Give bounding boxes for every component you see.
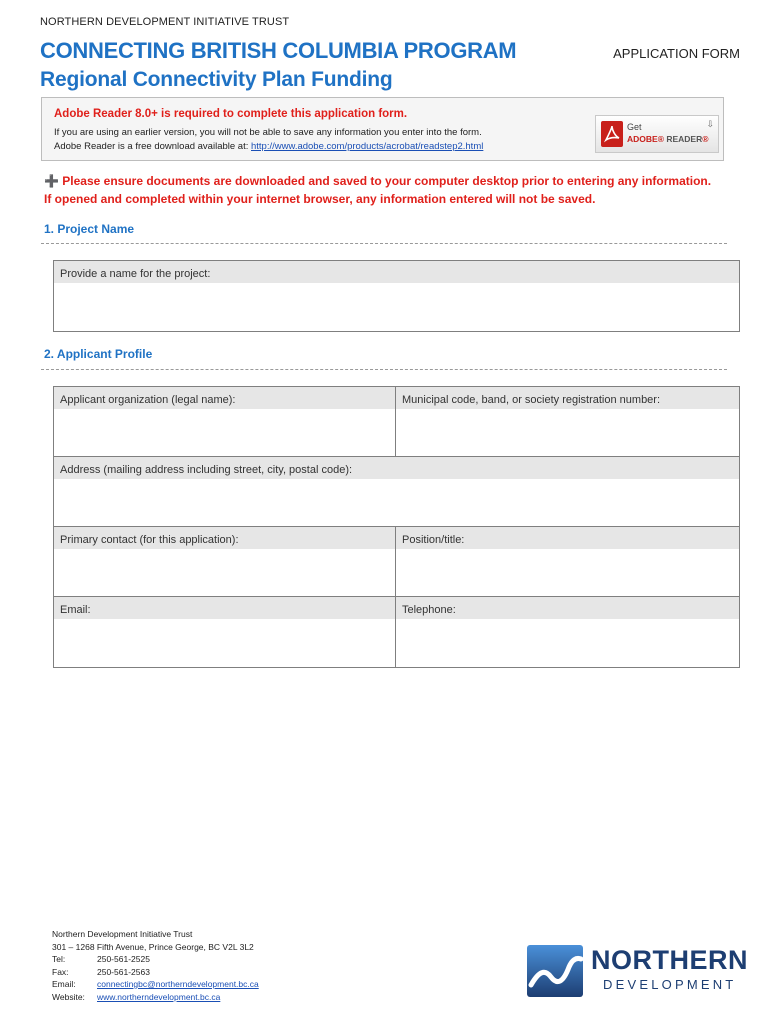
section-2-heading: 2. Applicant Profile <box>44 347 153 361</box>
email-label: Email: <box>54 597 395 619</box>
footer-email-label: Email: <box>52 979 76 989</box>
badge-reader: READER <box>666 134 703 144</box>
email-input[interactable] <box>54 619 395 667</box>
northern-development-logo <box>527 941 748 1001</box>
organization-name: NORTHERN DEVELOPMENT INITIATIVE TRUST <box>40 16 290 28</box>
footer-email-link[interactable]: connectingbc@northerndevelopment.bc.ca <box>97 979 259 989</box>
footer-web-label: Website: <box>52 991 85 1002</box>
logo-mountain-icon <box>527 945 583 997</box>
primary-contact-box <box>53 526 396 598</box>
telephone-input[interactable] <box>396 619 739 667</box>
address-box <box>53 456 740 528</box>
telephone-label: Telephone: <box>396 597 739 619</box>
warning-line-1-text: Please ensure documents are downloaded and saved to your computer desktop prior to entering any information. <box>62 174 712 188</box>
registration-number-label: Municipal code, band, or society registration number: <box>396 387 739 409</box>
notice-line-2-prefix: Adobe Reader is a free download available at: <box>54 141 251 152</box>
logo-development: DEVELOPMENT <box>603 977 737 992</box>
notice-line-1: If you are using an earlier version, you will not be able to save any information you enter into the form. <box>54 127 482 138</box>
email-box <box>53 596 396 668</box>
registration-number-box <box>395 386 740 458</box>
adobe-reader-notice <box>41 97 724 161</box>
section-1-heading: 1. Project Name <box>44 222 135 236</box>
adobe-pdf-icon <box>601 121 623 147</box>
warning-line-2: If opened and completed within your internet browser, any information entered will not be saved. <box>44 192 596 206</box>
badge-adobe-reader: ADOBE® READER® <box>627 134 709 144</box>
adobe-download-link[interactable]: http://www.adobe.com/products/acrobat/readstep2.html <box>251 141 484 152</box>
program-subtitle: Regional Connectivity Plan Funding <box>40 68 393 91</box>
footer-fax-value: 250-561-2563 <box>97 966 150 977</box>
registration-number-input[interactable] <box>396 409 739 457</box>
badge-get: Get <box>627 122 642 132</box>
footer-email <box>52 978 259 991</box>
primary-contact-label: Primary contact (for this application): <box>54 527 395 549</box>
reader-requirement: Adobe Reader 8.0+ is required to complete this application form. <box>54 108 408 120</box>
download-arrow-icon: ⇩ <box>706 119 714 129</box>
address-label: Address (mailing address including street, city, postal code): <box>54 457 739 479</box>
get-adobe-reader-button[interactable] <box>595 115 719 153</box>
footer-tel <box>52 953 259 966</box>
address-input[interactable] <box>54 479 739 527</box>
telephone-box <box>395 596 740 668</box>
project-name-box <box>53 260 740 332</box>
footer-org: Northern Development Initiative Trust <box>52 929 193 939</box>
footer-fax <box>52 966 259 979</box>
position-title-box <box>395 526 740 598</box>
section-2-divider <box>41 369 727 370</box>
section-1-divider <box>41 243 727 244</box>
logo-northern: NORTHERN <box>591 945 748 975</box>
footer-tel-value: 250-561-2525 <box>97 954 150 964</box>
footer-address: 301 – 1268 Fifth Avenue, Prince George, BC V2L 3L2 <box>52 941 254 952</box>
applicant-org-input[interactable] <box>54 409 395 457</box>
position-title-input[interactable] <box>396 549 739 597</box>
program-title: CONNECTING BRITISH COLUMBIA PROGRAM <box>40 38 517 63</box>
footer-fax-label: Fax: <box>52 966 69 977</box>
badge-adobe: ADOBE <box>627 134 658 144</box>
footer-contact <box>52 928 259 1003</box>
plus-icon: ➕ <box>44 174 63 188</box>
footer-website <box>52 991 259 1004</box>
footer-website-link[interactable]: www.northerndevelopment.bc.ca <box>97 991 221 1002</box>
project-name-input[interactable] <box>54 283 739 331</box>
applicant-org-box <box>53 386 396 458</box>
applicant-org-label: Applicant organization (legal name): <box>54 387 395 409</box>
footer-tel-label: Tel: <box>52 954 66 964</box>
form-type-label: APPLICATION FORM <box>613 46 740 61</box>
position-title-label: Position/title: <box>396 527 739 549</box>
notice-line-2 <box>54 141 483 152</box>
project-name-label: Provide a name for the project: <box>54 261 739 283</box>
warning-line-1 <box>44 174 711 188</box>
primary-contact-input[interactable] <box>54 549 395 597</box>
